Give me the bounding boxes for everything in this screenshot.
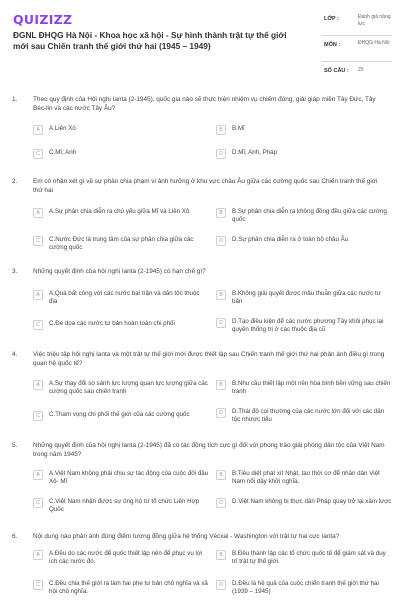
option-text: B.Sự phân chia diễn ra không đồng đều giữa các cường quốc	[232, 208, 387, 224]
option-text: B.Nhu cầu thiết lập một nền hòa bình bền vững sau chiến tranh	[232, 380, 391, 396]
option-text: C.Đều chia thế giới ra làm hai phe tư bản chủ nghĩa và xã hội chủ nghĩa.	[49, 580, 208, 596]
option-letter-box: A	[33, 550, 43, 560]
option-text: D.Mĩ, Anh, Pháp	[232, 149, 278, 156]
question-text: Em có nhận xét gì về sự phân chia phạm vi ảnh hưởng ở khu vực châu Âu giữa các cường quốc sau Chiến tranh thế giới thứ hai	[33, 178, 378, 194]
option-letter-box: C	[33, 580, 43, 590]
question-text: Nội dung nào phản ánh đúng điểm tương đồng giữa hệ thống Vécxai - Washington với trật tự hai cực Ianta?	[33, 533, 340, 540]
option-text: D.Đều là hệ quả của cuộc chiến tranh thế giới thứ hai (1939 – 1945)	[232, 580, 379, 596]
meta-label: MÔN :	[324, 42, 341, 48]
option-text: A.Sự phân chia diễn ra chủ yếu giữa Mĩ và Liên Xô	[49, 208, 190, 215]
option-letter-box: A	[33, 125, 43, 135]
option-letter-box: D	[216, 149, 226, 159]
option-letter-box: C	[33, 411, 43, 421]
option-letter-box: D	[216, 408, 226, 418]
option-text: C.Mĩ, Anh	[49, 149, 77, 156]
question-number: 1.	[12, 96, 18, 103]
option-text: D.Việt Nam không bị thực dân Pháp quay trở lại xâm lược	[232, 498, 392, 505]
option-letter-box: D	[216, 498, 226, 508]
question-number: 6.	[12, 533, 18, 540]
option-letter-box: A	[33, 290, 43, 300]
question-number: 4.	[12, 351, 18, 358]
question-number: 5.	[12, 442, 18, 449]
option-text: A.Quá bất công với các nước bại trận và dân tộc thuộc địa	[49, 290, 200, 306]
option-letter-box: A	[33, 470, 43, 480]
question-text: Những quyết định của hội nghị Ianta (2-1945) có hạn chế gì?	[33, 268, 206, 275]
option-text: A.Liên Xô	[49, 125, 76, 132]
option-letter-box: B	[216, 380, 226, 390]
option-letter-box: B	[216, 290, 226, 300]
option-letter-box: D	[216, 580, 226, 590]
option-letter-box: C	[33, 236, 43, 246]
meta-value: ĐHQG Hà Nội	[358, 40, 390, 46]
option-letter-box: C	[33, 320, 43, 330]
meta-row-subject	[322, 36, 392, 62]
option-text: C.Nước Đức là trung tâm của sự phân chia giữa các cường quốc	[49, 236, 194, 252]
option-text: C.Đe dọa các nước tư bản hoàn toàn chi phối	[49, 320, 175, 327]
option-text: D.Tạo điều kiện để các nước phương Tây khôi phục lại quyền thống trị ở các thuộc địa cũ	[232, 318, 384, 334]
option-text: B.Không giải quyết được mâu thuẫn giữa các nước tư bản	[232, 290, 381, 306]
meta-label: SỐ CÂU :	[324, 68, 349, 74]
option-letter-box: B	[216, 550, 226, 560]
meta-row-question-count	[322, 62, 392, 82]
option-letter-box: A	[33, 380, 43, 390]
option-letter-box: B	[216, 208, 226, 218]
question-text: Những quyết định của hội nghị Ianta (2-1945) đã có tác động tích cực gì đối với phong trào giải phóng dân tộc của Việt Nam trong năm 1945?	[33, 442, 385, 458]
option-letter-box: B	[216, 125, 226, 135]
option-text: C.Tham vọng chi phối thế giới của các cường quốc	[49, 411, 190, 418]
meta-label: LỚP :	[324, 16, 339, 22]
option-text: B.Đều thành lập các tổ chức quốc tế để giám sát và duy trì trật tự thế giới.	[232, 550, 386, 566]
worksheet-meta	[322, 10, 392, 82]
option-text: C.Việt Nam nhận được sự ủng hộ từ tổ chức Liên Hợp Quốc	[49, 498, 200, 514]
option-letter-box: B	[216, 470, 226, 480]
question-number: 2.	[12, 178, 18, 185]
meta-value: 25	[358, 67, 364, 73]
quizizz-logo[interactable]: QUIZIZZ	[13, 12, 73, 27]
option-text: B.Tiêu diệt phát xít Nhật, tạo thời cơ để nhân dân Việt Nam nổi dậy khởi nghĩa.	[232, 470, 380, 486]
question-text: Việc triệu tập hội nghị Ianta và một trật tự thế giới mới được thiết lập sau Chiến tranh thế giới thứ hai phản ánh điều gì trong quan hệ quốc tế?	[33, 351, 385, 367]
option-letter-box: C	[33, 149, 43, 159]
option-text: A.Việt Nam không phải chịu sự tác động của cuộc đối đầu Xô- Mĩ	[49, 470, 209, 486]
option-letter-box: D	[216, 318, 226, 328]
option-text: A.Đều do các nước để quốc thiết lập nên để phục vụ lợi ích các nước đó.	[49, 550, 203, 566]
option-text: A.Sự thay đổi so sánh lực lượng quan lực lượng giữa các cường quốc sau chiến tranh	[49, 380, 208, 396]
meta-row-class	[322, 10, 392, 36]
option-letter-box: C	[33, 498, 43, 508]
question-text: Theo quy định của Hội nghị Ianta (2-1945), quốc gia nào sẽ thực hiện nhiệm vụ chiếm đóng, giải giáp miền Tây Đức, Tây Béc-lin và các nước Tây Âu?	[33, 96, 376, 112]
option-text: D.Sự phân chia diễn ra ở toàn bộ châu Âu	[232, 236, 349, 243]
option-text: D.Thái độ coi thường của các nước lớn đối với các dân tộc nhược tiểu	[232, 408, 385, 424]
option-letter-box: D	[216, 236, 226, 246]
option-letter-box: A	[33, 208, 43, 218]
question-number: 3.	[12, 268, 18, 275]
worksheet-title: ĐGNL ĐHQG Hà Nội - Khoa học xã hội - Sự hình thành trật tự thế giới mới sau Chiến tranh thế giới thứ hai (1945 – 1949)	[13, 30, 287, 51]
worksheet-header	[0, 0, 400, 84]
option-text: B.Mĩ	[232, 125, 245, 132]
meta-value: Đánh giá năng lực	[358, 14, 391, 27]
